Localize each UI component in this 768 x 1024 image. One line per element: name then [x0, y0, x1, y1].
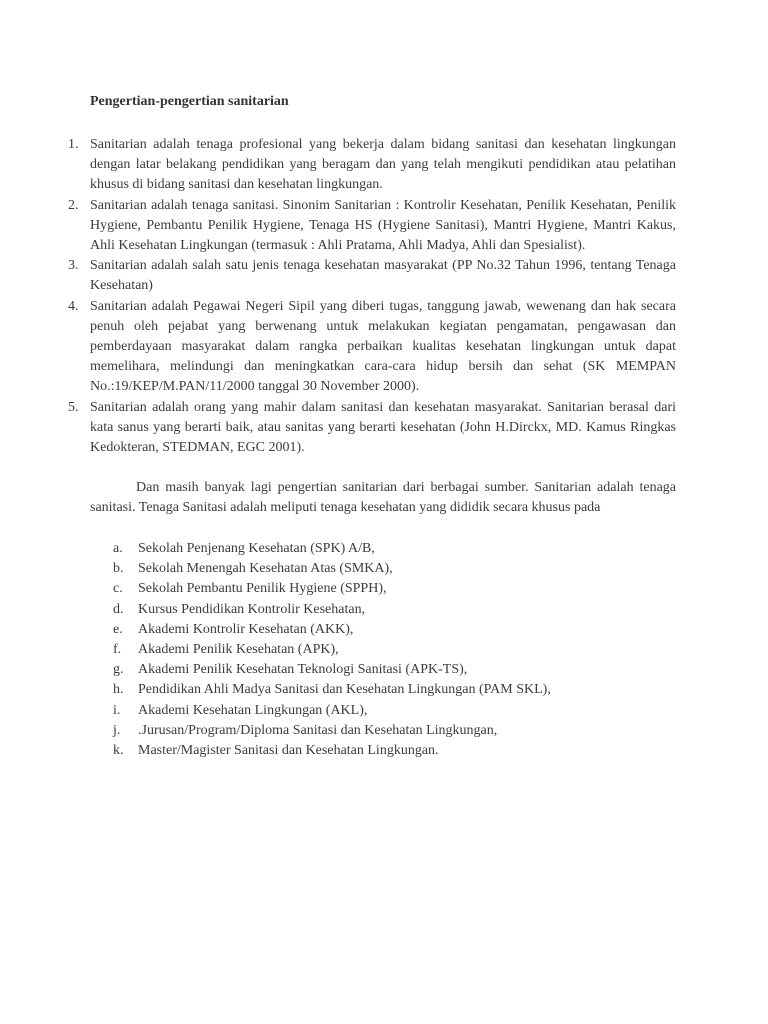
list-item-text: Sanitarian adalah orang yang mahir dalam sanitasi dan kesehatan masyarakat. Sanitarian berasal dari kata sanus yang berarti baik, atau sanitas yang berarti kesehatan (John H.Dirckx, MD. Kamus Ringkas Kedokteran, STEDMAN, EGC 2001).: [90, 399, 676, 456]
list-item: [0, 559, 768, 579]
list-item-text: Akademi Kesehatan Lingkungan (AKL),: [138, 702, 368, 718]
list-item-text: Sekolah Penjenang Kesehatan (SPK) A/B,: [138, 541, 375, 556]
list-number: 3.: [68, 258, 79, 274]
list-item-text: .Jurusan/Program/Diploma Sanitasi dan Kesehatan Lingkungan,: [138, 722, 498, 738]
list-item-text: Sekolah Menengah Kesehatan Atas (SMKA),: [138, 561, 393, 577]
list-item: [0, 539, 768, 559]
list-letter: a.: [113, 541, 123, 556]
list-item-text: Akademi Penilik Kesehatan (APK),: [138, 641, 339, 657]
list-item-text: Sanitarian adalah tenaga sanitasi. Sinonim Sanitarian : Kontrolir Kesehatan, Penilik Kesehatan, Penilik Hygiene, Pembantu Penilik Hygiene, Tenaga HS (Hygiene Sanitasi), Mantri Hygiene, Mantri Kakus, Ahli Kesehatan Lingkungan (termasuk : Ahli Pratama, Ahli Madya, Ahli dan Spesialist).: [90, 197, 676, 254]
list-item-text: Master/Magister Sanitasi dan Kesehatan Lingkungan.: [138, 742, 439, 758]
list-item: [0, 741, 768, 761]
list-item: [0, 680, 768, 700]
list-letter: g.: [113, 662, 124, 678]
list-item: [0, 620, 768, 640]
list-item: [0, 135, 676, 196]
list-letter: d.: [113, 601, 124, 617]
list-item: [0, 600, 768, 620]
institutions-list: [0, 539, 768, 761]
list-item-text: Sanitarian adalah Pegawai Negeri Sipil yang diberi tugas, tanggung jawab, wewenang dan hak secara penuh oleh pejabat yang berwenang untuk melakukan kegiatan pengamatan, pengawasan dan pemberdayaan masyarakat dalam rangka perbaikan kualitas kesehatan lingkungan untuk dapat memelihara, melindungi dan meningkatkan cara-cara hidup bersih dan sehat (SK MEMPAN No.:19/KEP/M.PAN/11/2000 tanggal 30 November 2000).: [90, 298, 676, 395]
list-letter: k.: [113, 742, 124, 758]
list-item: [0, 579, 768, 599]
list-number: 2.: [68, 197, 79, 213]
list-letter: c.: [113, 581, 123, 597]
list-letter: j.: [113, 722, 121, 738]
list-item: [0, 256, 676, 296]
list-item-text: Akademi Kontrolir Kesehatan (AKK),: [138, 621, 354, 637]
list-item: [0, 660, 768, 680]
list-item: [0, 701, 768, 721]
list-item: [0, 721, 768, 741]
list-item: [0, 640, 768, 660]
continuation-paragraph: Dan masih banyak lagi pengertian sanitarian dari berbagai sumber. Sanitarian adalah tenaga sanitasi. Tenaga Sanitasi adalah meliputi tenaga kesehatan yang dididik secara khusus pada: [90, 480, 676, 516]
list-item-text: Pendidikan Ahli Madya Sanitasi dan Kesehatan Lingkungan (PAM SKL),: [138, 682, 551, 698]
definitions-list: [0, 135, 768, 458]
list-item: [0, 297, 676, 398]
list-letter: h.: [113, 682, 124, 698]
list-letter: f.: [113, 641, 122, 657]
list-letter: b.: [113, 561, 124, 577]
list-item-text: Sanitarian adalah tenaga profesional yang bekerja dalam bidang sanitasi dan kesehatan lingkungan dengan latar belakang pendidikan yang beragam dan yang telah mengikuti pendidikan atau pelatihan khusus di bidang sanitasi dan kesehatan lingkungan.: [90, 137, 676, 193]
list-number: 1.: [68, 137, 79, 152]
list-number: 5.: [68, 399, 79, 415]
list-item-text: Kursus Pendidikan Kontrolir Kesehatan,: [138, 601, 366, 617]
document-title: Pengertian-pengertian sanitarian: [90, 94, 289, 109]
list-letter: e.: [113, 621, 123, 637]
list-item-text: Sanitarian adalah salah satu jenis tenaga kesehatan masyarakat (PP No.32 Tahun 1996, tentang Tenaga Kesehatan): [90, 258, 676, 294]
list-item-text: Akademi Penilik Kesehatan Teknologi Sanitasi (APK-TS),: [138, 662, 468, 678]
list-number: 4.: [68, 298, 79, 314]
list-item: [0, 398, 676, 459]
list-item: [0, 196, 676, 257]
list-letter: i.: [113, 702, 121, 718]
list-item-text: Sekolah Pembantu Penilik Hygiene (SPPH),: [138, 581, 387, 597]
